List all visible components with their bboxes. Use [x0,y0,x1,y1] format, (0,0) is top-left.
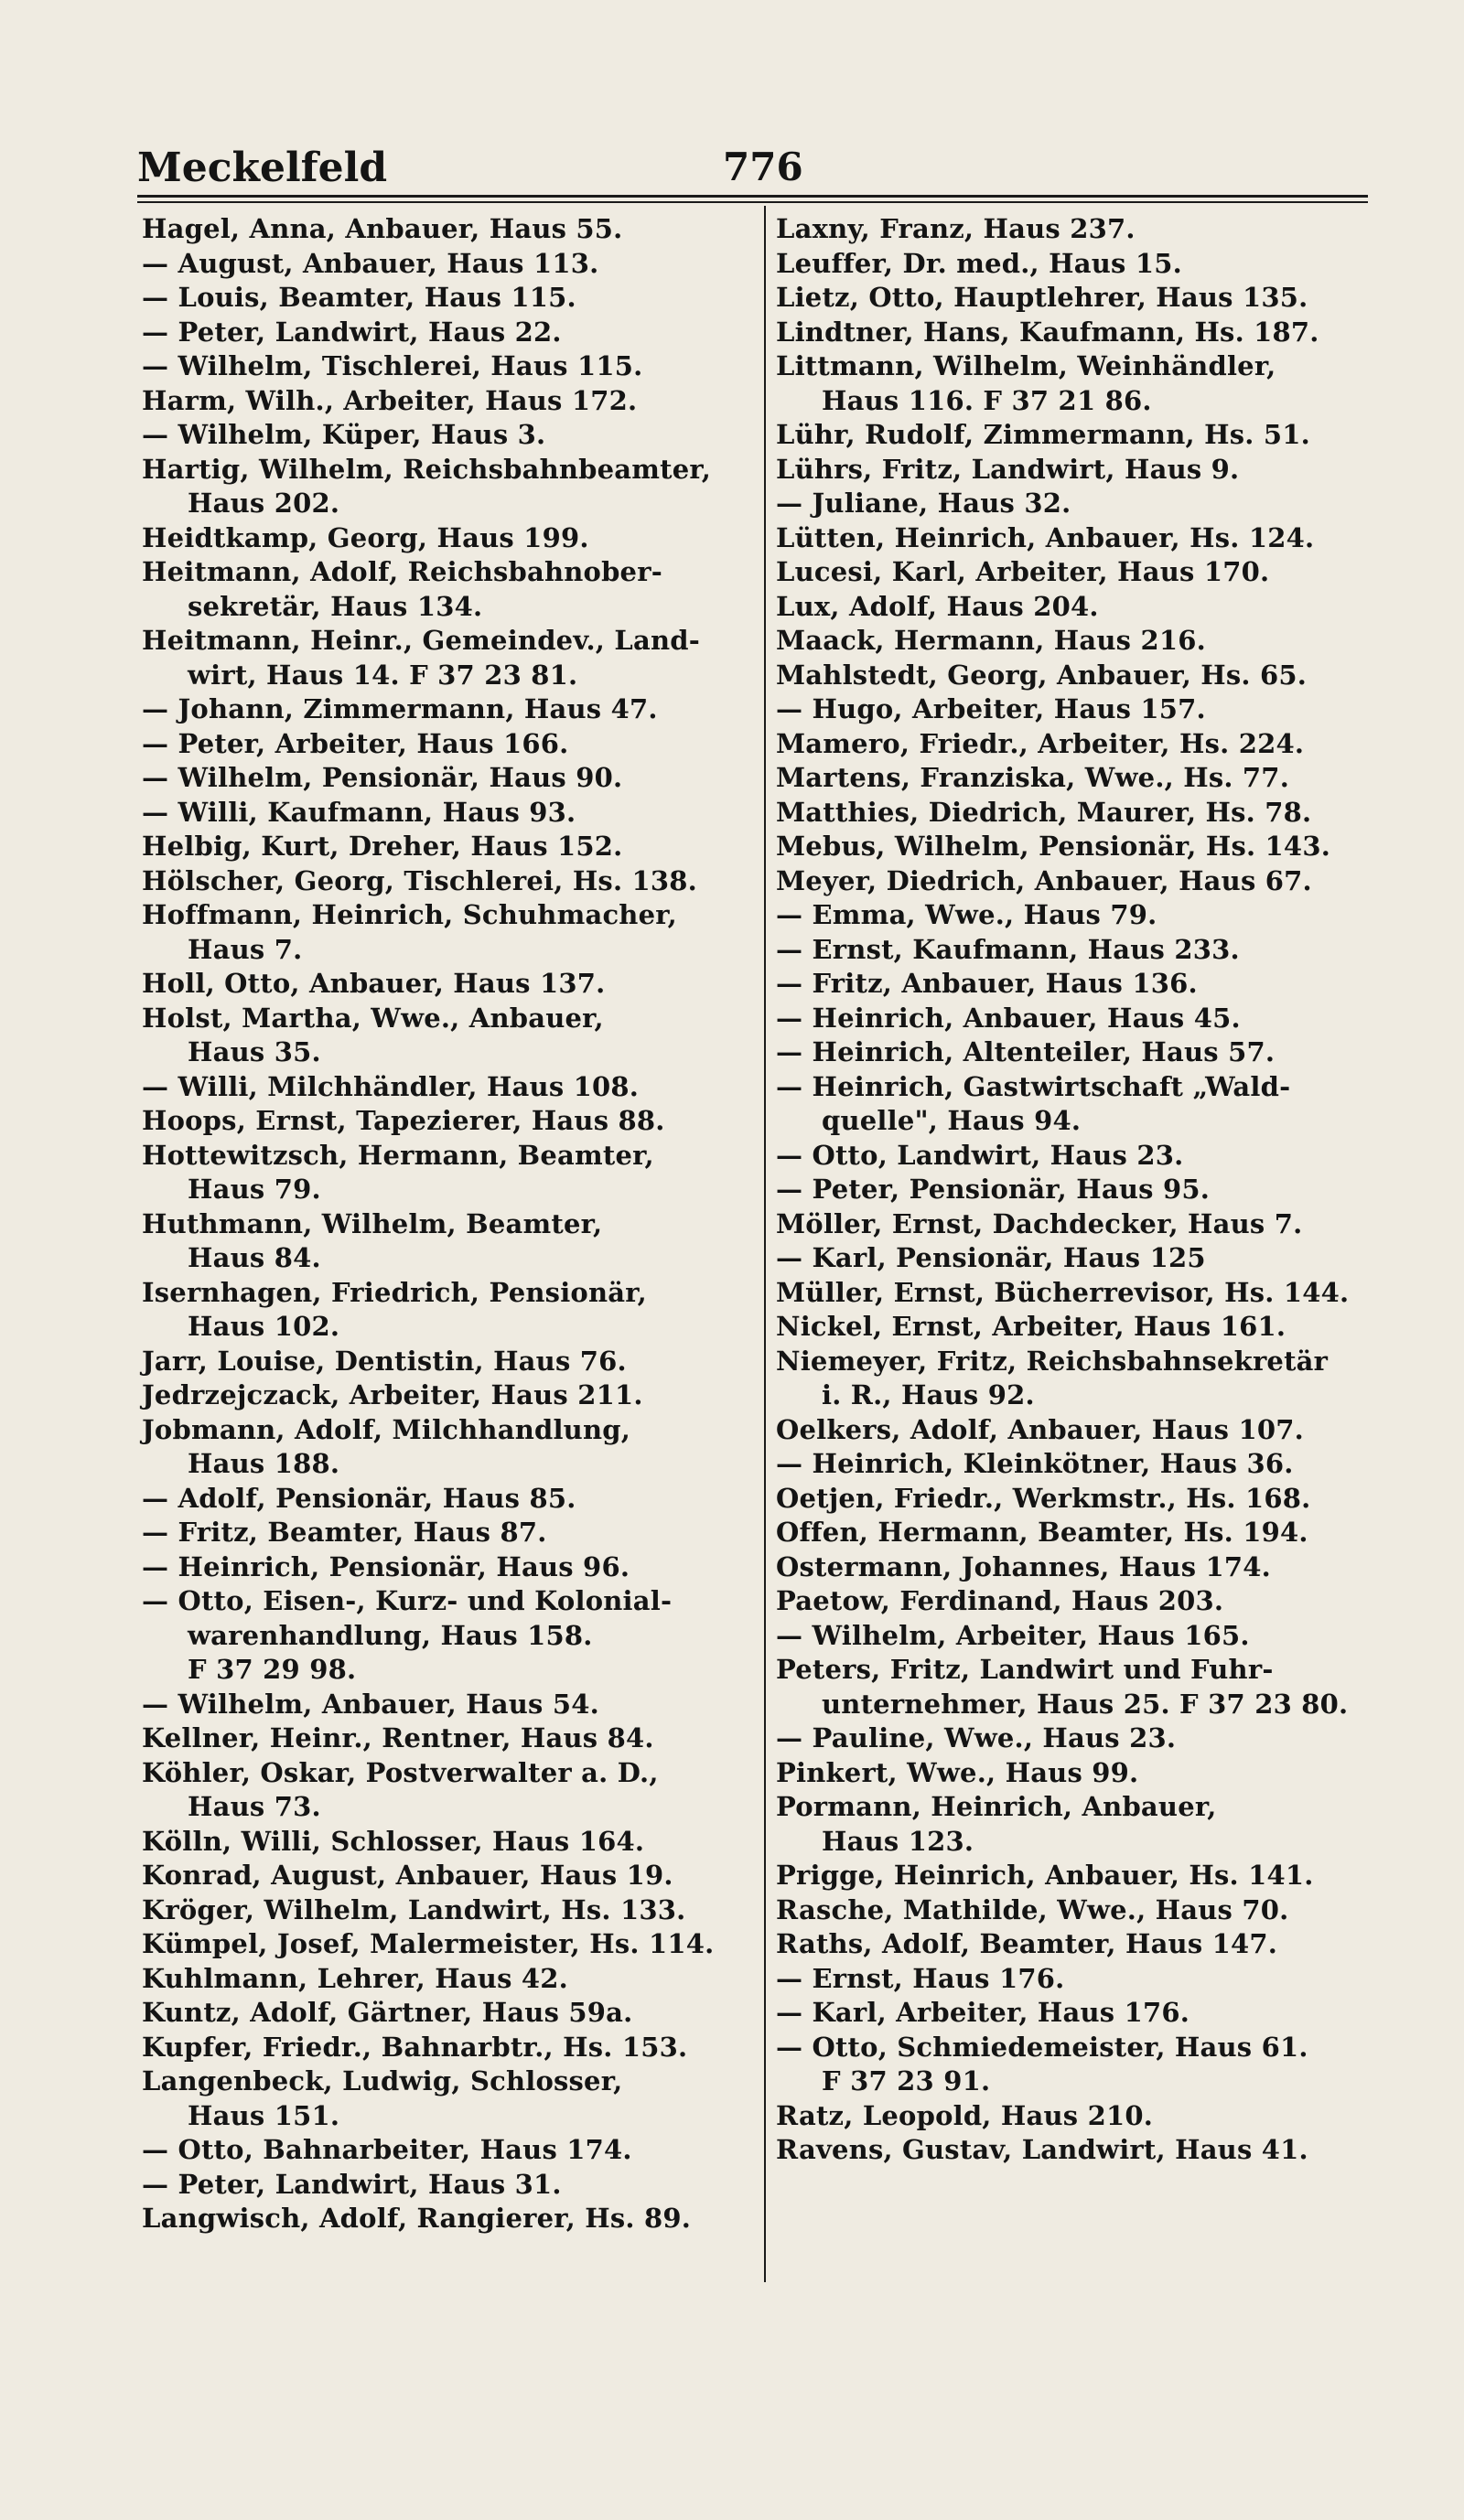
directory-entry: — Pauline, Wwe., Haus 23. [776,1722,1177,1753]
directory-entry: — Adolf, Pensionär, Haus 85. [142,1482,576,1514]
directory-entry: Müller, Ernst, Bücherrevisor, Hs. 144. [776,1276,1350,1308]
directory-entry: Lietz, Otto, Hauptlehrer, Haus 135. [776,282,1308,313]
directory-entry: Oelkers, Adolf, Anbauer, Haus 107. [776,1413,1304,1445]
directory-entry: — Ernst, Haus 176. [776,1962,1065,1994]
directory-entry: Ravens, Gustav, Landwirt, Haus 41. [776,2134,1308,2165]
directory-entry: Holst, Martha, Wwe., Anbauer, [142,1002,604,1034]
directory-entry-continuation: i. R., Haus 92. [822,1379,1035,1410]
directory-entry-continuation: warenhandlung, Haus 158. [188,1619,593,1651]
directory-entry: Raths, Adolf, Beamter, Haus 147. [776,1928,1278,1959]
directory-entry: Heitmann, Adolf, Reichsbahnober- [142,556,662,587]
directory-entry-continuation: Haus 116. F 37 21 86. [822,384,1152,416]
directory-entry: — Karl, Arbeiter, Haus 176. [776,1997,1190,2028]
directory-entry: Kuntz, Adolf, Gärtner, Haus 59a. [142,1997,633,2028]
directory-entry: — Juliane, Haus 32. [776,488,1071,519]
directory-entry-continuation: Haus 7. [188,933,303,965]
directory-entry-continuation: wirt, Haus 14. F 37 23 81. [188,659,578,691]
directory-entry: Konrad, August, Anbauer, Haus 19. [142,1860,673,1891]
directory-entry: Offen, Hermann, Beamter, Hs. 194. [776,1517,1308,1548]
left-column [142,212,755,2236]
directory-entry: — Louis, Beamter, Haus 115. [142,282,576,313]
directory-entry: Heidtkamp, Georg, Haus 199. [142,521,589,553]
directory-entry-continuation: Haus 73. [188,1791,321,1822]
directory-entry: Jedrzejczack, Arbeiter, Haus 211. [142,1379,643,1410]
directory-entry-continuation: Haus 202. [188,488,340,519]
directory-entry-continuation: quelle", Haus 94. [822,1105,1082,1136]
directory-entry: Pinkert, Wwe., Haus 99. [776,1756,1139,1788]
directory-entry: Kuhlmann, Lehrer, Haus 42. [142,1962,568,1994]
directory-entry: Leuffer, Dr. med., Haus 15. [776,247,1182,279]
directory-entry: Paetow, Ferdinand, Haus 203. [776,1585,1224,1616]
directory-entry: — Willi, Kaufmann, Haus 93. [142,796,576,828]
directory-entry-continuation: F 37 23 91. [822,2065,991,2096]
directory-entry: Mamero, Friedr., Arbeiter, Hs. 224. [776,727,1305,759]
directory-entry: Lührs, Fritz, Landwirt, Haus 9. [776,453,1240,485]
directory-entry: Ostermann, Johannes, Haus 174. [776,1550,1271,1582]
directory-entry: — Heinrich, Pensionär, Haus 96. [142,1550,630,1582]
directory-entry-continuation: F 37 29 98. [188,1654,357,1685]
directory-entry: Hoops, Ernst, Tapezierer, Haus 88. [142,1105,665,1136]
directory-entry: Nickel, Ernst, Arbeiter, Haus 161. [776,1311,1286,1342]
directory-entry: — Otto, Bahnarbeiter, Haus 174. [142,2134,632,2165]
directory-entry: — Johann, Zimmermann, Haus 47. [142,693,658,724]
directory-entry: Lux, Adolf, Haus 204. [776,590,1099,622]
directory-entry-continuation: Haus 84. [188,1242,321,1273]
directory-entry: Harm, Wilh., Arbeiter, Haus 172. [142,384,638,416]
directory-entry: Köhler, Oskar, Postverwalter a. D., [142,1756,659,1788]
directory-entry: Lühr, Rudolf, Zimmermann, Hs. 51. [776,419,1310,450]
directory-entry: — Willi, Milchhändler, Haus 108. [142,1070,640,1102]
directory-entry: — Peter, Arbeiter, Haus 166. [142,727,569,759]
directory-entry: — Fritz, Beamter, Haus 87. [142,1517,547,1548]
directory-entry: Pormann, Heinrich, Anbauer, [776,1791,1217,1822]
directory-entry: Jarr, Louise, Dentistin, Haus 76. [142,1345,627,1377]
directory-entry: — Wilhelm, Tischlerei, Haus 115. [142,350,643,381]
directory-entry: Langwisch, Adolf, Rangierer, Hs. 89. [142,2203,692,2234]
directory-entry: Helbig, Kurt, Dreher, Haus 152. [142,831,623,862]
directory-entry: Matthies, Diedrich, Maurer, Hs. 78. [776,796,1312,828]
directory-entry: Mahlstedt, Georg, Anbauer, Hs. 65. [776,659,1308,691]
directory-entry: — Heinrich, Kleinkötner, Haus 36. [776,1448,1294,1479]
directory-entry: — August, Anbauer, Haus 113. [142,247,599,279]
directory-entry-continuation: Haus 79. [188,1174,321,1205]
directory-entry: — Wilhelm, Anbauer, Haus 54. [142,1688,599,1720]
directory-entry: Kellner, Heinr., Rentner, Haus 84. [142,1722,654,1753]
directory-entry: — Otto, Eisen-, Kurz- und Kolonial- [142,1585,673,1616]
directory-entry: Isernhagen, Friedrich, Pensionär, [142,1276,647,1308]
directory-entry: — Otto, Landwirt, Haus 23. [776,1139,1184,1171]
directory-entry: Prigge, Heinrich, Anbauer, Hs. 141. [776,1860,1314,1891]
directory-entry: Hoffmann, Heinrich, Schuhmacher, [142,899,677,930]
directory-entry: Rasche, Mathilde, Wwe., Haus 70. [776,1893,1289,1925]
directory-entry: — Heinrich, Gastwirtschaft „Wald- [776,1070,1291,1102]
column-divider [764,206,766,2282]
page-header [137,145,1368,199]
directory-entry: Jobmann, Adolf, Milchhandlung, [142,1413,631,1445]
directory-entry: Meyer, Diedrich, Anbauer, Haus 67. [776,864,1312,896]
directory-entry: Lucesi, Karl, Arbeiter, Haus 170. [776,556,1270,587]
directory-entry: Heitmann, Heinr., Gemeindev., Land- [142,625,700,656]
directory-entry: Martens, Franziska, Wwe., Hs. 77. [776,762,1289,793]
directory-entry: — Karl, Pensionär, Haus 125 [776,1242,1206,1273]
directory-entry: Möller, Ernst, Dachdecker, Haus 7. [776,1207,1303,1239]
directory-entry-continuation: Haus 151. [188,2099,340,2131]
directory-entry: — Wilhelm, Küper, Haus 3. [142,419,546,450]
running-head-place: Meckelfeld [137,145,388,191]
directory-entry: Laxny, Franz, Haus 237. [776,213,1136,244]
directory-entry: — Hugo, Arbeiter, Haus 157. [776,693,1206,724]
directory-entry-continuation: sekretär, Haus 134. [188,590,483,622]
directory-entry: — Wilhelm, Arbeiter, Haus 165. [776,1619,1250,1651]
directory-entry: Holl, Otto, Anbauer, Haus 137. [142,968,606,999]
directory-entry: — Ernst, Kaufmann, Haus 233. [776,933,1240,965]
directory-entry: Kümpel, Josef, Malermeister, Hs. 114. [142,1928,715,1959]
directory-entry: Ratz, Leopold, Haus 210. [776,2099,1154,2131]
header-rule [137,195,1368,203]
directory-entry-continuation: unternehmer, Haus 25. F 37 23 80. [822,1688,1349,1720]
directory-entry: — Wilhelm, Pensionär, Haus 90. [142,762,623,793]
directory-entry: — Fritz, Anbauer, Haus 136. [776,968,1198,999]
directory-entry: — Peter, Pensionär, Haus 95. [776,1174,1211,1205]
directory-entry: — Emma, Wwe., Haus 79. [776,899,1157,930]
directory-entry: Kröger, Wilhelm, Landwirt, Hs. 133. [142,1893,686,1925]
directory-entry: — Otto, Schmiedemeister, Haus 61. [776,2031,1308,2063]
directory-entry: — Heinrich, Anbauer, Haus 45. [776,1002,1241,1034]
directory-entry: — Peter, Landwirt, Haus 22. [142,316,562,348]
directory-entry-continuation: Haus 123. [822,1825,974,1857]
directory-entry: Peters, Fritz, Landwirt und Fuhr- [776,1654,1274,1685]
directory-entry: Oetjen, Friedr., Werkmstr., Hs. 168. [776,1482,1311,1514]
directory-entry: Maack, Hermann, Haus 216. [776,625,1206,656]
directory-entry-continuation: Haus 35. [188,1036,321,1067]
directory-entry: Mebus, Wilhelm, Pensionär, Hs. 143. [776,831,1330,862]
right-column [776,212,1371,2168]
directory-entry: Kupfer, Friedr., Bahnarbtr., Hs. 153. [142,2031,688,2063]
directory-entry: Lindtner, Hans, Kaufmann, Hs. 187. [776,316,1319,348]
directory-entry-continuation: Haus 188. [188,1448,340,1479]
directory-entry: Hagel, Anna, Anbauer, Haus 55. [142,213,623,244]
directory-entry: Hölscher, Georg, Tischlerei, Hs. 138. [142,864,697,896]
directory-entry: — Heinrich, Altenteiler, Haus 57. [776,1036,1276,1067]
directory-entry: Niemeyer, Fritz, Reichsbahnsekretär [776,1345,1329,1377]
directory-entry: Kölln, Willi, Schlosser, Haus 164. [142,1825,645,1857]
directory-entry: Hartig, Wilhelm, Reichsbahnbeamter, [142,453,712,485]
directory-entry: Lütten, Heinrich, Anbauer, Hs. 124. [776,521,1315,553]
directory-entry: Huthmann, Wilhelm, Beamter, [142,1207,603,1239]
directory-entry: Littmann, Wilhelm, Weinhändler, [776,350,1276,381]
directory-entry-continuation: Haus 102. [188,1311,340,1342]
directory-entry: Langenbeck, Ludwig, Schlosser, [142,2065,623,2096]
directory-entry: Hottewitzsch, Hermann, Beamter, [142,1139,654,1171]
page-number: 776 [723,145,803,189]
directory-entry: — Peter, Landwirt, Haus 31. [142,2168,562,2200]
